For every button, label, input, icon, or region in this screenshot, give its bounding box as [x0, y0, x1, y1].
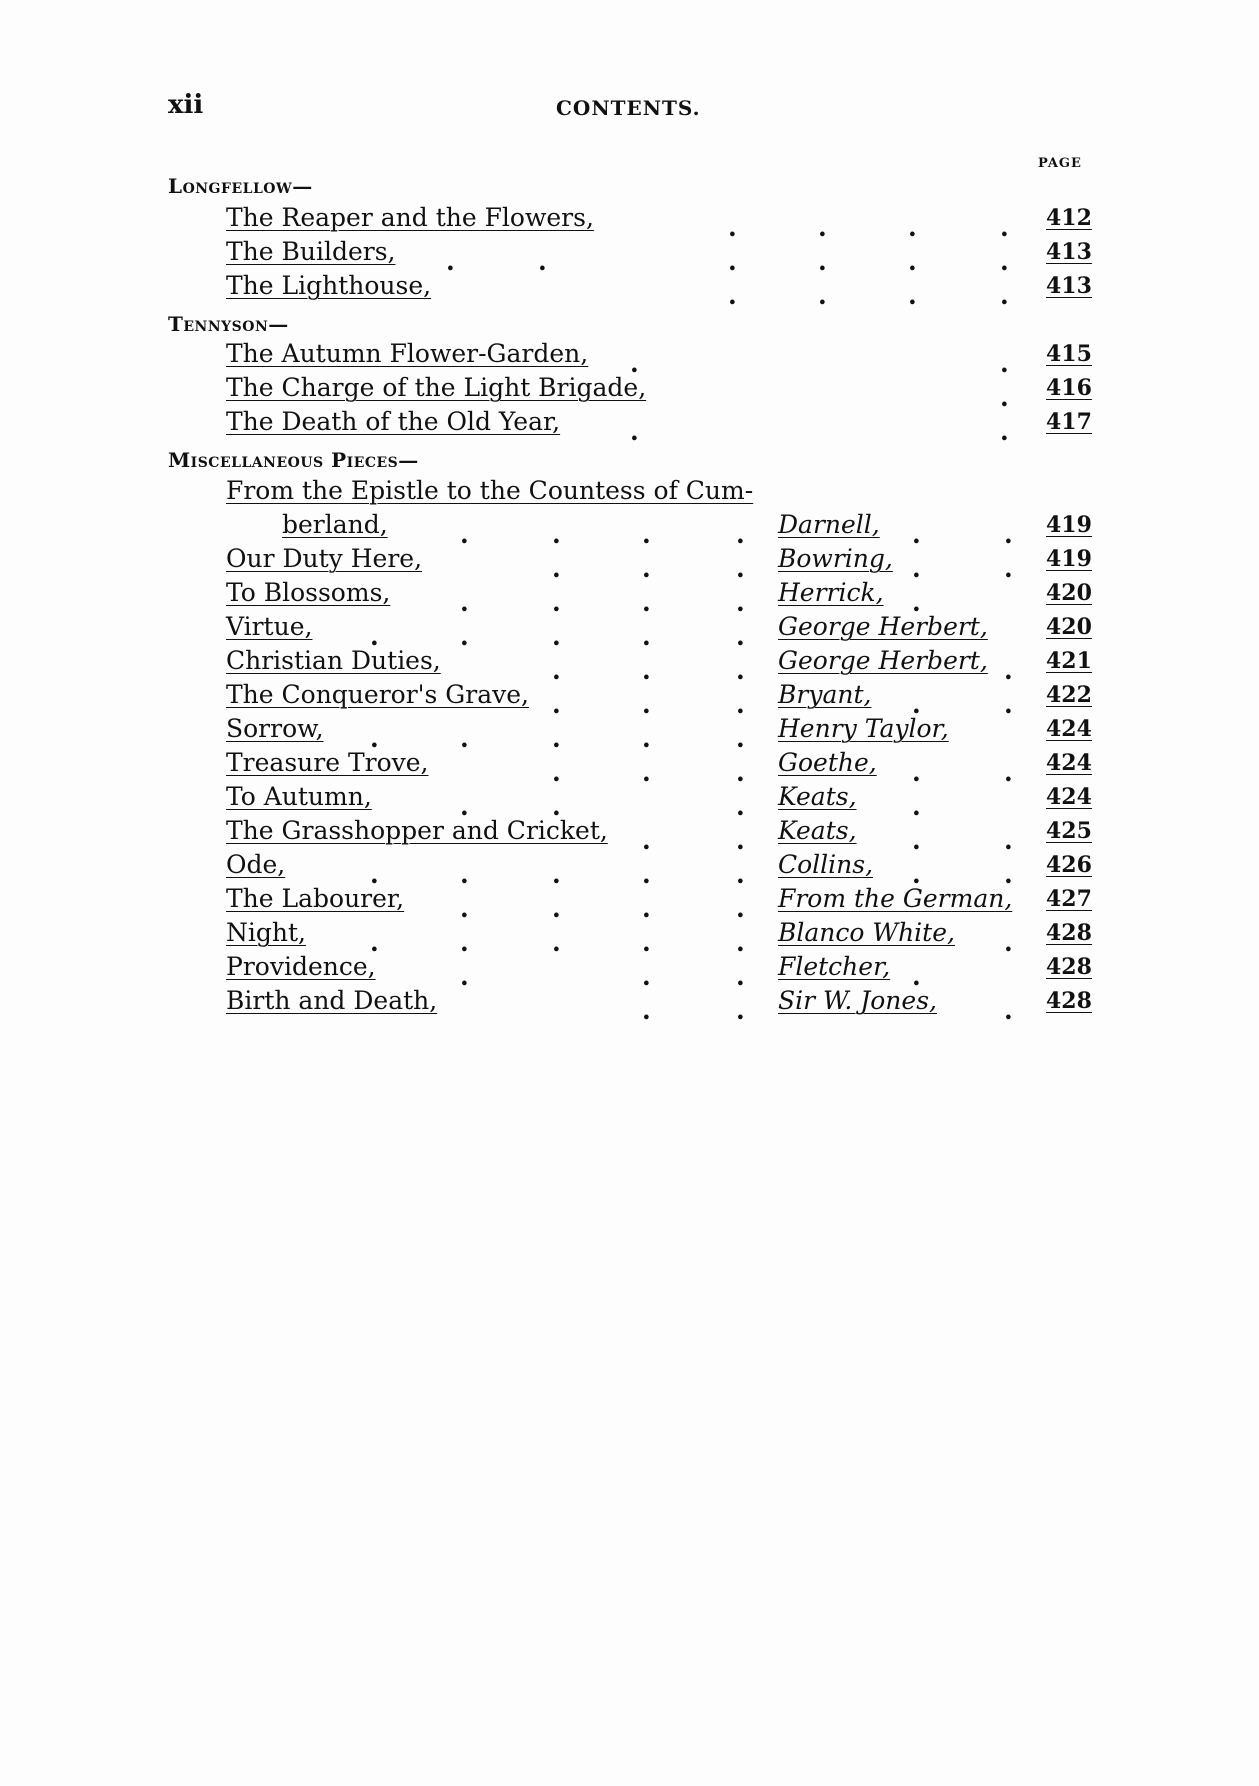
entry-page: 419: [1046, 546, 1092, 572]
toc-entry[interactable]: [0, 202, 1259, 242]
entry-page: 415: [1046, 341, 1092, 367]
entry-page: 427: [1046, 886, 1092, 912]
entry-title: The Death of the Old Year,: [226, 407, 561, 436]
entry-title: The Builders,: [226, 237, 396, 266]
entry-page: 428: [1046, 988, 1092, 1014]
toc-entry[interactable]: [0, 236, 1259, 276]
page-number: xii: [168, 90, 204, 120]
entry-title: Treasure Trove,: [226, 748, 429, 777]
entry-author: Henry Taylor,: [778, 714, 949, 743]
toc-entry[interactable]: [0, 543, 1259, 583]
entry-author: Fletcher,: [778, 952, 891, 981]
leader-dots: . .: [630, 417, 1009, 446]
entry-page: 425: [1046, 818, 1092, 844]
entry-title: Our Duty Here,: [226, 544, 423, 573]
toc-entry[interactable]: [0, 883, 1259, 923]
entry-title: The Reaper and the Flowers,: [226, 203, 594, 232]
entry-author: From the German,: [778, 884, 1013, 913]
entry-author: Bryant,: [778, 680, 872, 709]
entry-page: 416: [1046, 375, 1092, 401]
entry-title: From the Epistle to the Countess of Cum-: [226, 476, 754, 505]
toc-entry[interactable]: [0, 338, 1259, 378]
toc-entry[interactable]: [0, 611, 1259, 651]
entry-page: 420: [1046, 614, 1092, 640]
toc-entry[interactable]: [0, 713, 1259, 753]
entry-page: 420: [1046, 580, 1092, 606]
entry-title: Night,: [226, 918, 306, 947]
leader-dots: . . .: [642, 996, 1013, 1025]
entry-author: Keats,: [778, 782, 857, 811]
entry-author: Herrick,: [778, 578, 884, 607]
leader-dots: . . . . . .: [446, 247, 1009, 276]
entry-title: The Grasshopper and Cricket,: [226, 816, 608, 845]
leader-dots: . . . . .: [370, 622, 745, 651]
entry-title-continued: berland,: [282, 510, 388, 539]
entry-page: 413: [1046, 273, 1092, 299]
page-title: CONTENTS.: [556, 96, 701, 120]
toc-entry[interactable]: [0, 679, 1259, 719]
toc-entry[interactable]: [0, 985, 1259, 1025]
entry-author: Blanco White,: [778, 918, 955, 947]
leader-dots: . . . . .: [370, 724, 745, 753]
toc-entry[interactable]: [0, 645, 1259, 685]
entry-author: George Herbert,: [778, 612, 988, 641]
toc-entry[interactable]: [0, 509, 1259, 549]
entry-author: Goethe,: [778, 748, 877, 777]
leader-dots: .: [1000, 383, 1009, 412]
toc-entry[interactable]: [0, 406, 1259, 446]
entry-author: George Herbert,: [778, 646, 988, 675]
entry-page: 428: [1046, 954, 1092, 980]
entry-title: The Conqueror's Grave,: [226, 680, 529, 709]
leader-dots: . . . . . .: [370, 928, 1013, 957]
toc-entry[interactable]: [0, 815, 1259, 855]
toc-entry[interactable]: [0, 781, 1259, 821]
page-column-label: PAGE: [1038, 156, 1082, 171]
toc-entry[interactable]: [0, 577, 1259, 617]
entry-title: Ode,: [226, 850, 286, 879]
entry-title: Sorrow,: [226, 714, 324, 743]
entry-title: Providence,: [226, 952, 376, 981]
toc-entry[interactable]: [0, 917, 1259, 957]
entry-author: Bowring,: [778, 544, 893, 573]
entry-title: Virtue,: [226, 612, 313, 641]
entry-page: 412: [1046, 205, 1092, 231]
leader-dots: . . . .: [552, 656, 1013, 685]
entry-page: 428: [1046, 920, 1092, 946]
section-heading-tennyson: Tennyson—: [168, 312, 289, 336]
entry-title: The Labourer,: [226, 884, 405, 913]
entry-title: To Autumn,: [226, 782, 372, 811]
leader-dots: . . . . .: [552, 758, 1013, 787]
toc-entry-first-line[interactable]: [0, 475, 1259, 507]
entry-page: 417: [1046, 409, 1092, 435]
leader-dots: . . . .: [642, 826, 1013, 855]
entry-page: 424: [1046, 716, 1092, 742]
leader-dots: . .: [630, 349, 1009, 378]
leader-dots: . . . . .: [552, 690, 1013, 719]
leader-dots: . . . .: [460, 792, 921, 821]
entry-title: Birth and Death,: [226, 986, 438, 1015]
toc-entry[interactable]: [0, 270, 1259, 310]
leader-dots: . . . .: [460, 894, 745, 923]
entry-page: 424: [1046, 750, 1092, 776]
entry-page: 426: [1046, 852, 1092, 878]
toc-entry[interactable]: [0, 951, 1259, 991]
toc-entry[interactable]: [0, 849, 1259, 889]
leader-dots: . . . .: [728, 281, 1009, 310]
entry-page: 421: [1046, 648, 1092, 674]
entry-author: Keats,: [778, 816, 857, 845]
leader-dots: . . . . . . .: [370, 860, 1013, 889]
leader-dots: . . . .: [728, 213, 1009, 242]
toc-entry[interactable]: [0, 372, 1259, 412]
toc-entry[interactable]: [0, 747, 1259, 787]
entry-page: 419: [1046, 512, 1092, 538]
entry-title: The Lighthouse,: [226, 271, 432, 300]
section-heading-longfellow: Longfellow—: [168, 174, 313, 198]
entry-author: Collins,: [778, 850, 874, 879]
entry-author: Sir W. Jones,: [778, 986, 937, 1015]
entry-title: Christian Duties,: [226, 646, 441, 675]
leader-dots: . . . . .: [552, 554, 1013, 583]
leader-dots: . . . . . .: [460, 520, 1013, 549]
leader-dots: . . . .: [460, 962, 921, 991]
entry-title: The Autumn Flower-Garden,: [226, 339, 589, 368]
leader-dots: . . . . .: [460, 588, 921, 617]
section-heading-miscellaneous: Miscellaneous Pieces—: [168, 448, 419, 472]
entry-page: 424: [1046, 784, 1092, 810]
entry-page: 413: [1046, 239, 1092, 265]
entry-title: To Blossoms,: [226, 578, 391, 607]
entry-title: The Charge of the Light Brigade,: [226, 373, 647, 402]
entry-page: 422: [1046, 682, 1092, 708]
entry-author: Darnell,: [778, 510, 880, 539]
